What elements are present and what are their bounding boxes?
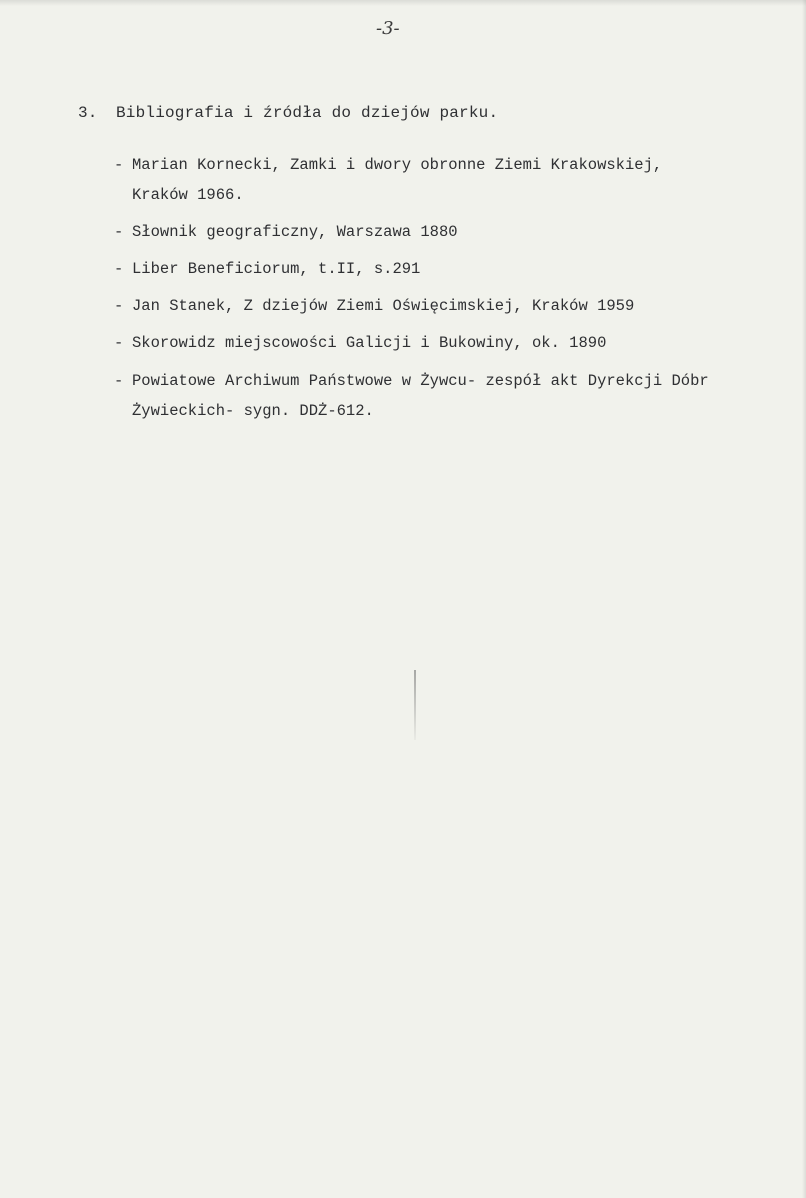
entry-line: Jan Stanek, Z dziejów Ziemi Oświęcimskiej, Kraków 1959 xyxy=(132,297,635,315)
entry-line: Kraków 1966. xyxy=(132,186,244,204)
bibliography-entry xyxy=(114,150,794,210)
bibliography-list xyxy=(114,150,794,434)
entry-line: Żywieckich- sygn. DDŻ-612. xyxy=(132,402,374,420)
bibliography-entry xyxy=(114,292,794,321)
entry-dash: - xyxy=(114,223,124,241)
entry-line: Skorowidz miejscowości Galicji i Bukowiny, ok. 1890 xyxy=(132,334,607,352)
paper-crease-mark xyxy=(414,670,416,740)
entry-line: Marian Kornecki, Zamki i dwory obronne Ziemi Krakowskiej, xyxy=(132,156,663,174)
section-title: Bibliografia i źródła do dziejów parku. xyxy=(116,104,499,122)
entry-dash: - xyxy=(114,156,124,174)
page-number: -3- xyxy=(376,18,400,39)
entry-line: Powiatowe Archiwum Państwowe w Żywcu- zespół akt Dyrekcji Dóbr xyxy=(132,372,709,390)
bibliography-entry xyxy=(114,329,794,358)
paper-right-edge xyxy=(802,0,806,1198)
section-number: 3. xyxy=(78,104,98,122)
section-heading xyxy=(78,104,498,122)
bibliography-entry xyxy=(114,255,794,284)
entry-line: Liber Beneficiorum, t.II, s.291 xyxy=(132,260,421,278)
entry-dash: - xyxy=(114,334,124,352)
entry-dash: - xyxy=(114,372,124,390)
entry-dash: - xyxy=(114,260,124,278)
entry-dash: - xyxy=(114,297,124,315)
paper-top-edge xyxy=(0,0,806,6)
bibliography-entry xyxy=(114,366,794,426)
bibliography-entry xyxy=(114,218,794,247)
entry-line: Słownik geograficzny, Warszawa 1880 xyxy=(132,223,458,241)
